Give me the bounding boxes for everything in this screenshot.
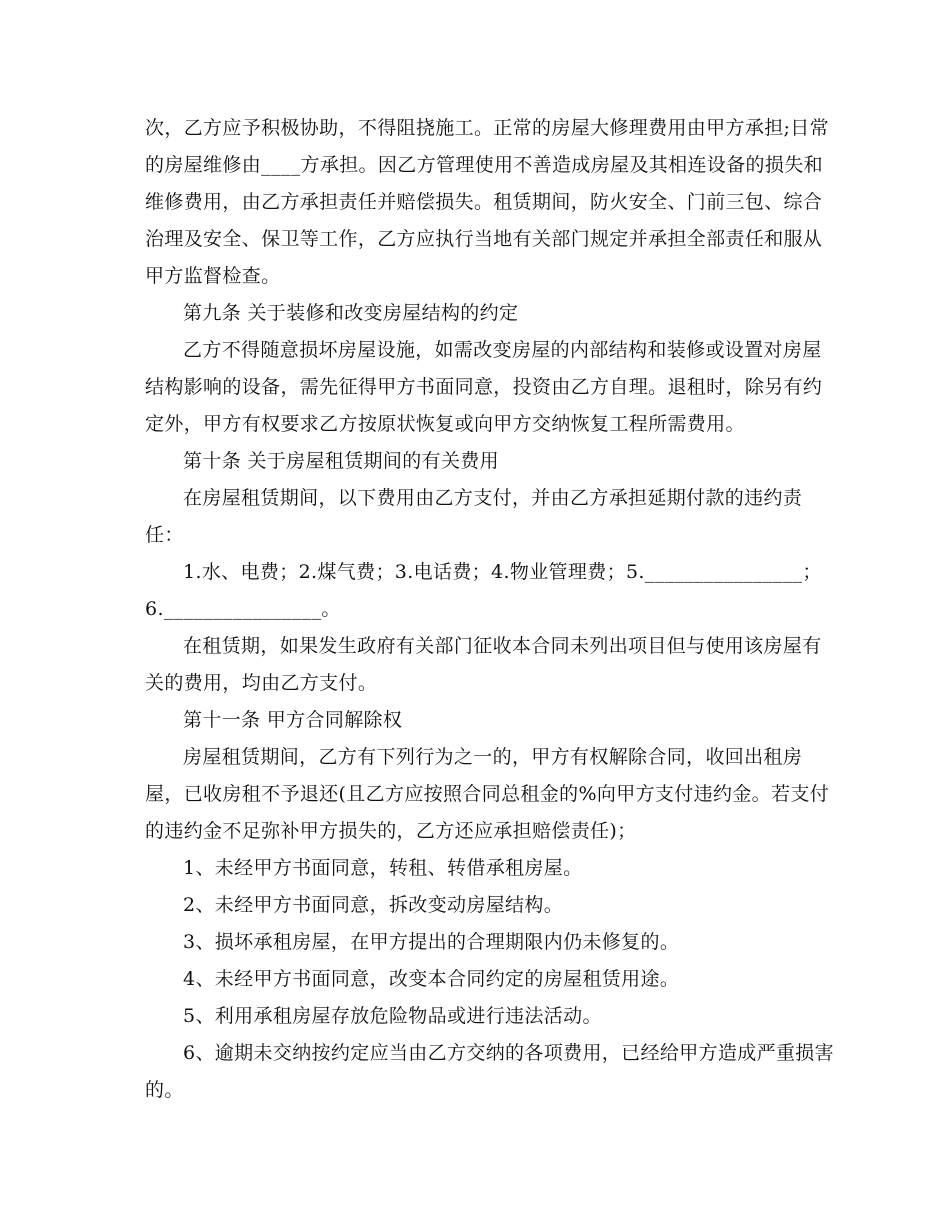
fee-list-line: 1.水、电费；2.煤气费；3.电话费；4.物业管理费；5.________________； — [183, 561, 822, 583]
paragraph-line: 在房屋租赁期间，以下费用由乙方支付，并由乙方承担延期付款的违约责 — [183, 487, 803, 509]
paragraph-line: 任： — [145, 524, 184, 546]
list-item: 6、逾期未交纳按约定应当由乙方交纳的各项费用，已经给甲方造成严重损害 — [183, 1042, 834, 1064]
list-item: 的。 — [145, 1079, 184, 1101]
paragraph-line: 定外，甲方有权要求乙方按原状恢复或向甲方交纳恢复工程所需费用。 — [145, 413, 745, 435]
paragraph-line: 甲方监督检查。 — [145, 265, 281, 287]
document-body — [145, 110, 834, 1109]
paragraph-line: 的房屋维修由____方承担。因乙方管理使用不善造成房屋及其相连设备的损失和 — [145, 154, 823, 176]
list-item: 4、未经甲方书面同意，改变本合同约定的房屋租赁用途。 — [183, 968, 680, 990]
list-item: 1、未经甲方书面同意，转租、转借承租房屋。 — [183, 857, 583, 879]
list-item: 5、利用承租房屋存放危险物品或进行违法活动。 — [183, 1005, 602, 1027]
paragraph-line: 维修费用，由乙方承担责任并赔偿损失。租赁期间，防火安全、门前三包、综合 — [145, 191, 823, 213]
article-heading: 第十一条 甲方合同解除权 — [183, 709, 403, 731]
list-item: 2、未经甲方书面同意，拆改变动房屋结构。 — [183, 894, 564, 916]
paragraph-line: 乙方不得随意损坏房屋设施，如需改变房屋的内部结构和装修或设置对房屋 — [183, 339, 822, 361]
paragraph-line: 结构影响的设备，需先征得甲方书面同意，投资由乙方自理。退租时，除另有约 — [145, 376, 823, 398]
fee-list-line: 6.________________。 — [145, 598, 341, 620]
article-heading: 第九条 关于装修和改变房屋结构的约定 — [183, 302, 519, 324]
paragraph-line: 关的费用，均由乙方支付。 — [145, 672, 378, 694]
list-item: 3、损坏承租房屋，在甲方提出的合理期限内仍未修复的。 — [183, 931, 680, 953]
paragraph-line: 治理及安全、保卫等工作，乙方应执行当地有关部门规定并承担全部责任和服从 — [145, 228, 823, 250]
paragraph-line: 房屋租赁期间，乙方有下列行为之一的，甲方有权解除合同，收回出租房 — [183, 746, 803, 768]
paragraph-line: 在租赁期，如果发生政府有关部门征收本合同未列出项目但与使用该房屋有 — [183, 635, 822, 657]
paragraph-line: 屋，已收房租不予退还(且乙方应按照合同总租金的%向甲方支付违约金。若支付 — [145, 783, 830, 805]
paragraph-line: 次，乙方应予积极协助，不得阻挠施工。正常的房屋大修理费用由甲方承担;日常 — [145, 117, 830, 139]
article-heading: 第十条 关于房屋租赁期间的有关费用 — [183, 450, 499, 472]
paragraph-line: 的违约金不足弥补甲方损失的，乙方还应承担赔偿责任)； — [145, 820, 637, 842]
